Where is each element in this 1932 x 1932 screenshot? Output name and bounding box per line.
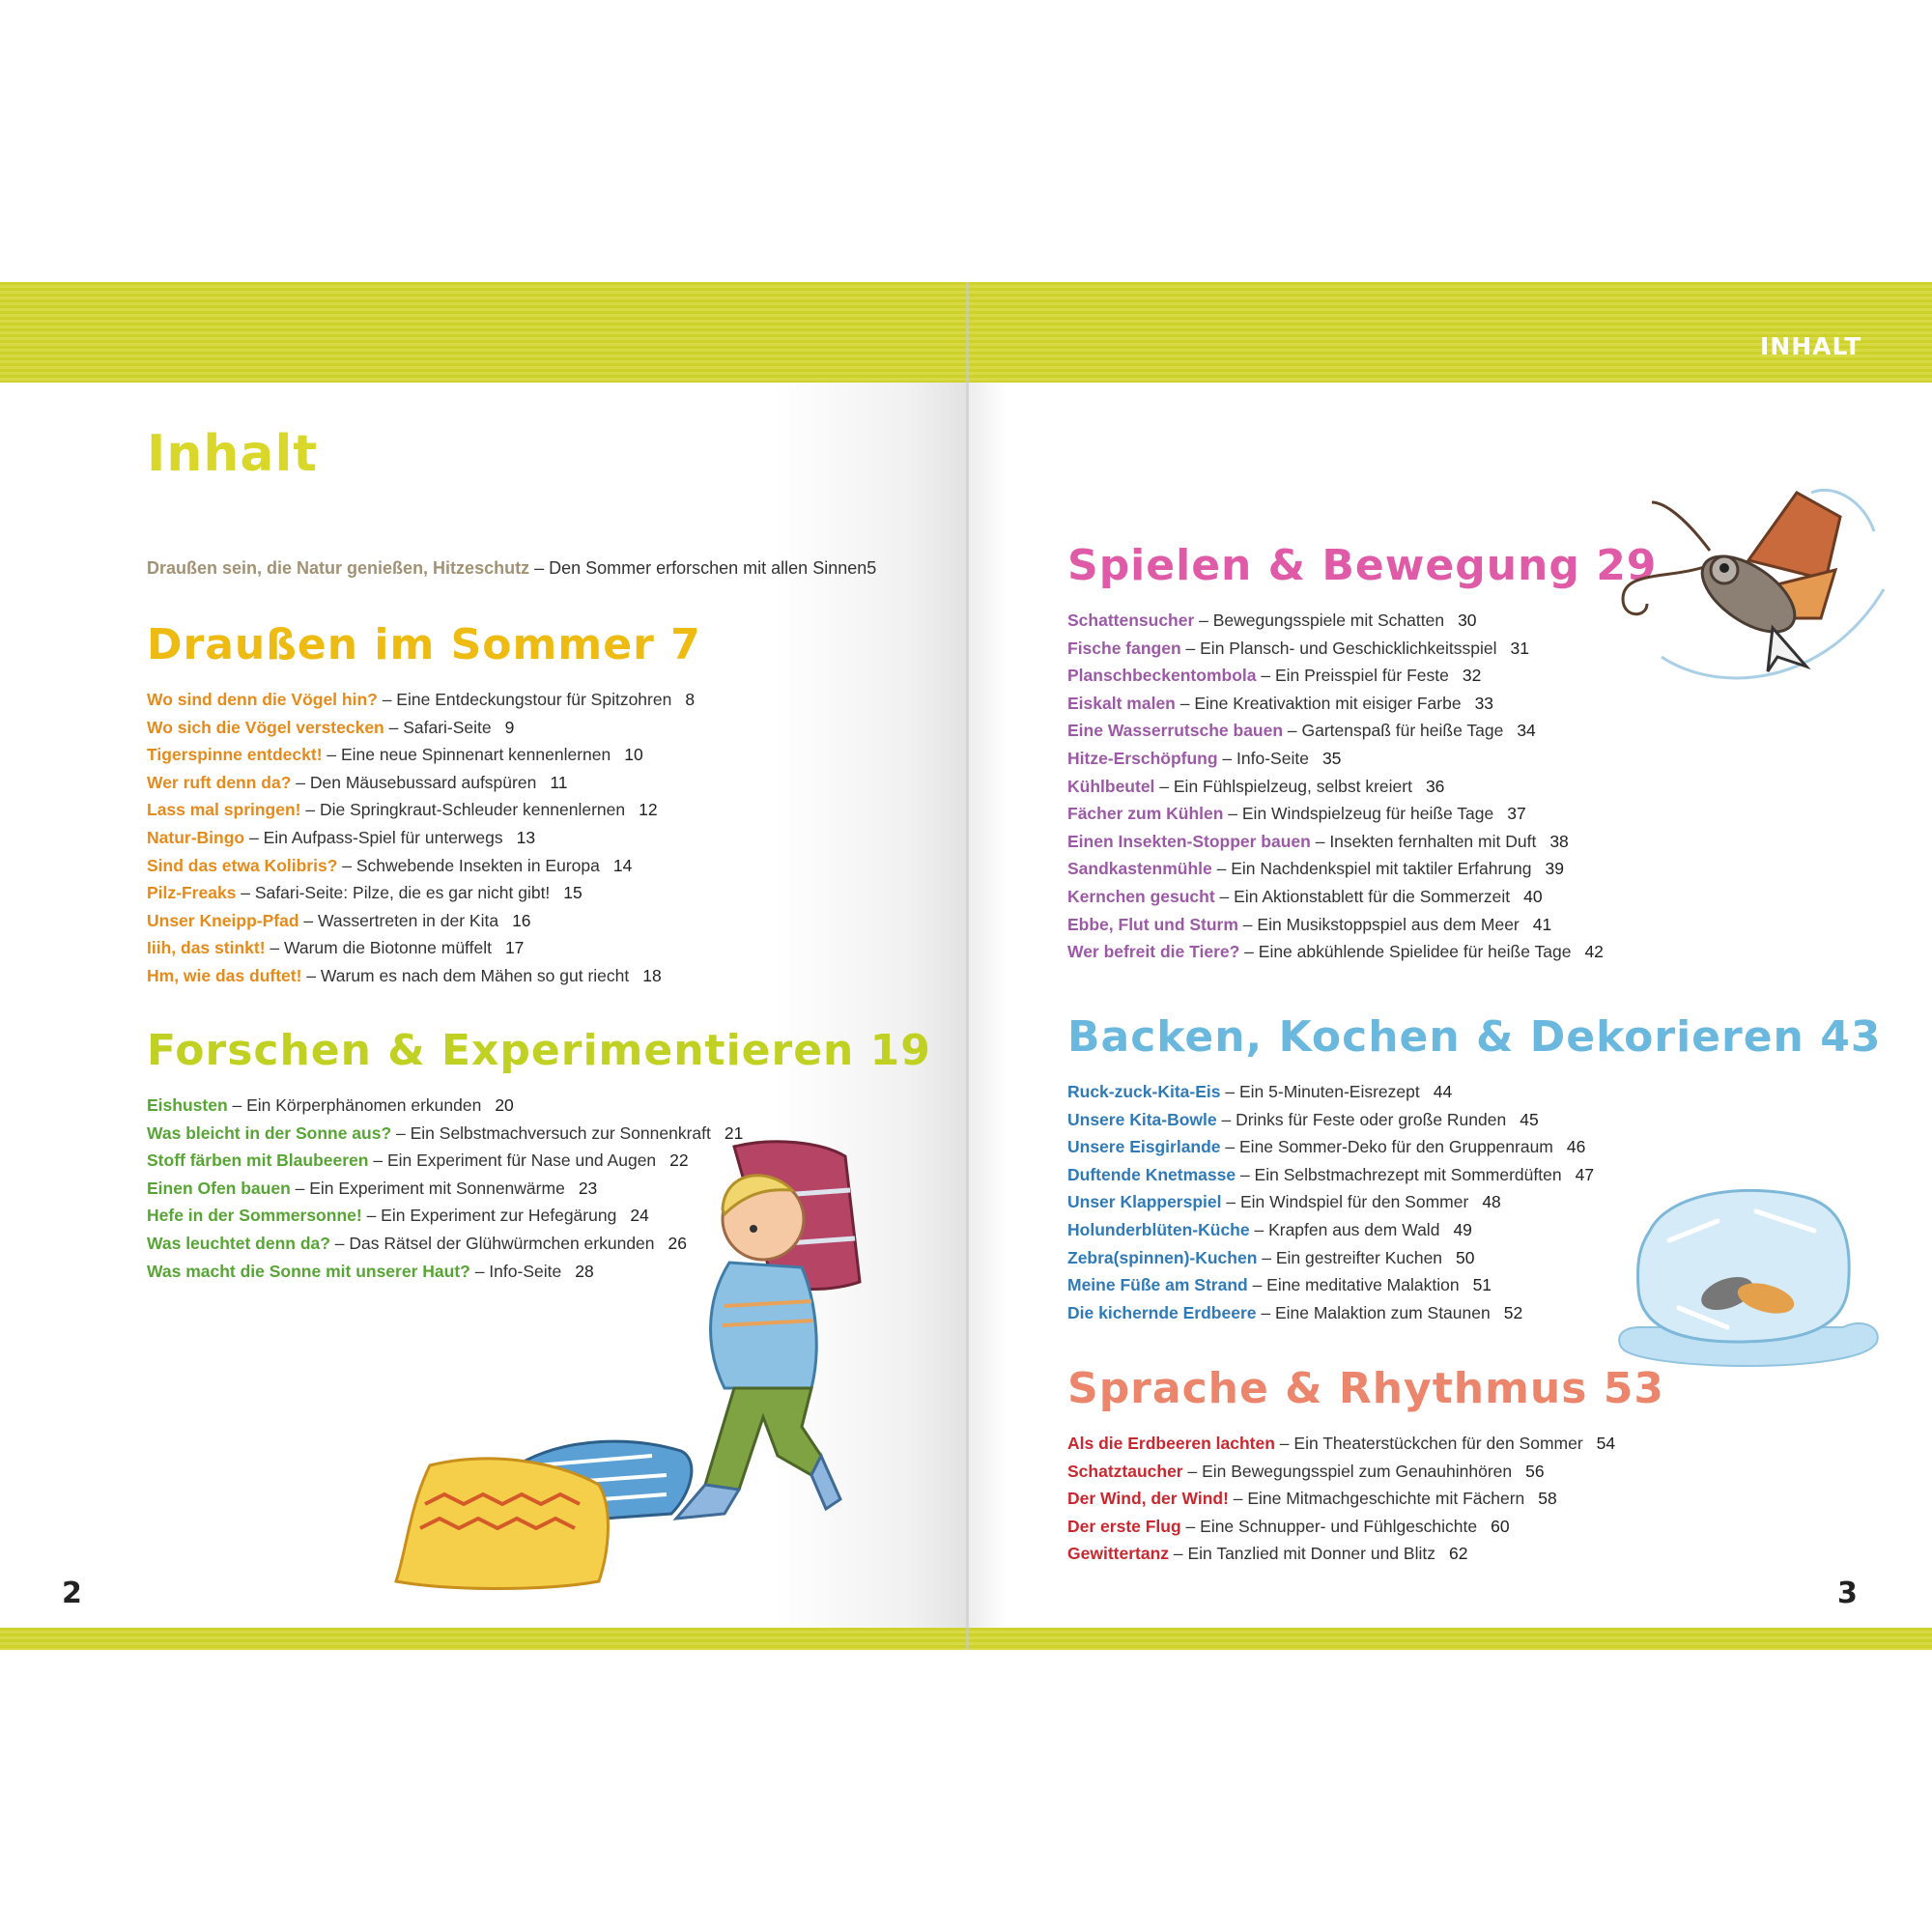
toc-entry[interactable] [1067,1513,1664,1541]
toc-entry-desc: – Ein Aktionstablett für die Sommerzeit [1214,886,1511,906]
section-entries [1067,1430,1664,1568]
section-heading: Spielen & Bewegung 29 [1067,541,1658,590]
book-spread [0,282,1932,1650]
toc-entry[interactable] [1067,1078,1881,1106]
toc-entry-desc: – Safari-Seite [384,717,492,737]
toc-entry[interactable] [147,907,701,935]
toc-entry[interactable] [1067,717,1657,745]
toc-entry-title: Gewittertanz [1067,1544,1170,1564]
toc-entry-desc: – Ein Selbstmachversuch zur Sonnenkraft [391,1122,711,1143]
toc-entry-page: 23 [578,1178,598,1198]
toc-entry-title: Eishusten [147,1095,228,1115]
toc-entry-title: Hm, wie das duftet! [147,965,302,985]
toc-entry-title: Lass mal springen! [147,800,301,820]
toc-entry-desc: – Ein Aufpass-Spiel für unterwegs [244,827,503,847]
intro-entry[interactable] [147,558,876,579]
toc-entry-page: 24 [630,1206,649,1226]
toc-entry-desc: – Ein Theaterstückchen für den Sommer [1274,1434,1583,1453]
toc-entry-desc: – Krapfen aus dem Wald [1249,1219,1440,1239]
intro-page: 5 [867,558,877,578]
toc-entry-page: 34 [1517,721,1536,741]
toc-entry-page: 54 [1596,1434,1616,1453]
page-number-right: 3 [1837,1577,1858,1610]
toc-entry-page: 56 [1525,1461,1545,1481]
toc-entry[interactable] [1067,1540,1664,1568]
toc-entry-page: 37 [1507,804,1526,824]
ice-block-illustration [1611,1182,1882,1376]
section-heading: Draußen im Sommer 7 [147,620,701,669]
toc-entry-page: 22 [669,1151,689,1171]
toc-entry-desc: – Eine neue Spinnenart kennenlernen [322,745,611,765]
toc-entry-page: 49 [1453,1219,1472,1239]
toc-entry[interactable] [1067,911,1657,939]
toc-entry-desc: – Info-Seite [469,1261,562,1281]
toc-entry[interactable] [1067,883,1657,911]
toc-entry-title: Sind das etwa Kolibris? [147,855,338,875]
toc-entry[interactable] [1067,1133,1881,1161]
toc-entry[interactable] [147,824,701,852]
toc-entry-title: Schatztaucher [1067,1461,1183,1481]
section-entries [147,686,701,990]
toc-entry-desc: – Bewegungsspiele mit Schatten [1194,611,1445,630]
toc-entry-desc: – Ein Musikstoppspiel aus dem Meer [1237,914,1520,934]
toc-entry-page: 33 [1474,693,1494,713]
moth-illustration [1604,473,1893,705]
toc-entry-desc: – Ein Windspielzeug für heiße Tage [1223,804,1494,824]
toc-entry-page: 28 [575,1261,594,1281]
toc-entry-title: Als die Erdbeeren lachten [1067,1434,1275,1453]
section-heading: Sprache & Rhythmus 53 [1067,1364,1664,1413]
toc-entry-title: Wo sich die Vögel verstecken [147,717,384,737]
page-number-left: 2 [62,1577,82,1610]
toc-entry-page: 51 [1472,1275,1492,1295]
toc-entry-title: Der Wind, der Wind! [1067,1489,1229,1509]
toc-entry-title: Sandkastenmühle [1067,859,1212,879]
toc-entry-page: 14 [612,855,633,875]
toc-entry-title: Pilz-Freaks [147,883,237,903]
page-gutter [966,282,969,1650]
toc-entry-page: 36 [1425,776,1445,796]
toc-entry-title: Meine Füße am Strand [1067,1275,1248,1295]
toc-entry-page: 20 [495,1095,514,1115]
toc-entry-title: Eiskalt malen [1067,693,1176,713]
toc-entry[interactable] [1067,690,1657,718]
toc-entry[interactable] [1067,1106,1881,1134]
toc-entry-page: 62 [1448,1544,1468,1564]
toc-entry[interactable] [147,879,701,907]
toc-entry-desc: – Ein Experiment mit Sonnenwärme [290,1178,565,1198]
toc-entry-title: Ruck-zuck-Kita-Eis [1067,1082,1221,1101]
toc-entry-page: 42 [1584,942,1604,962]
toc-entry-title: Iiih, das stinkt! [147,938,266,958]
toc-entry-desc: – Ein Fühlspielzeug, selbst kreiert [1154,776,1412,796]
toc-entry[interactable] [147,852,701,880]
toc-entry-page: 46 [1566,1137,1586,1157]
toc-entry-title: Stoff färben mit Blaubeeren [147,1151,369,1171]
toc-entry-desc: – Ein 5-Minuten-Eisrezept [1220,1082,1420,1101]
toc-entry[interactable] [147,962,701,990]
toc-entry-page: 45 [1520,1109,1539,1129]
toc-entry[interactable] [1067,635,1657,663]
toc-entry-page: 9 [504,717,515,737]
toc-entry[interactable] [1067,1485,1664,1513]
running-header: INHALT [1760,332,1862,360]
toc-entry-desc: – Das Rätsel der Glühwürmchen erkunden [329,1233,655,1253]
intro-title: Draußen sein, die Natur genießen, Hitzeschutz [147,558,530,578]
toc-entry[interactable] [147,796,701,824]
toc-entry-page: 21 [724,1122,744,1143]
toc-entry-page: 35 [1321,748,1342,768]
toc-entry-page: 50 [1456,1247,1475,1267]
toc-entry-title: Duftende Knetmasse [1067,1164,1236,1184]
toc-entry[interactable] [147,934,701,962]
child-illustration [667,1137,898,1543]
section-draussen [147,616,701,990]
toc-entry-page: 30 [1458,611,1477,630]
toc-entry-desc: – Ein Tanzlied mit Donner und Blitz [1169,1544,1435,1564]
toc-entry-title: Kühlbeutel [1067,776,1155,796]
toc-entry[interactable] [1067,800,1657,828]
toc-entry-desc: – Eine meditative Malaktion [1247,1275,1460,1295]
toc-entry-desc: – Ein Bewegungsspiel zum Genauhinhören [1182,1461,1513,1481]
toc-entry-desc: – Schwebende Insekten in Europa [337,855,600,875]
toc-entry-desc: – Eine Entdeckungstour für Spitzohren [377,690,672,709]
toc-entry-page: 52 [1503,1302,1523,1322]
toc-entry-title: Ebbe, Flut und Sturm [1067,914,1238,934]
section-heading: Forschen & Experimentieren 19 [147,1026,931,1075]
toc-entry-page: 17 [504,938,525,958]
toc-entry-title: Wo sind denn die Vögel hin? [147,690,378,709]
toc-entry-page: 16 [512,910,531,930]
toc-entry-desc: – Info-Seite [1217,748,1309,768]
toc-entry[interactable] [147,1092,931,1120]
toc-entry-desc: – Eine Mitmachgeschichte mit Fächern [1228,1489,1525,1509]
toc-entry[interactable] [1067,1430,1664,1458]
toc-entry-title: Holunderblüten-Küche [1067,1219,1250,1239]
toc-entry-desc: – Safari-Seite: Pilze, die es gar nicht gibt! [236,883,551,903]
toc-entry-desc: – Ein Plansch- und Geschicklichkeitsspiel [1180,638,1497,658]
toc-entry-desc: – Ein Experiment für Nase und Augen [368,1151,657,1171]
toc-entry-title: Schattensucher [1067,611,1195,630]
toc-entry-title: Unsere Kita-Bowle [1067,1109,1217,1129]
toc-entry-title: Was leuchtet denn da? [147,1233,330,1253]
toc-entry-desc: – Eine Schnupper- und Fühlgeschichte [1180,1516,1478,1536]
toc-entry-page: 47 [1575,1164,1595,1184]
toc-entry-page: 10 [624,745,643,765]
toc-entry-desc: – Warum es nach dem Mähen so gut riecht [301,965,630,985]
toc-entry-title: Einen Insekten-Stopper bauen [1067,831,1311,851]
toc-entry-page: 8 [685,690,696,709]
toc-entry-title: Unsere Eisgirlande [1067,1137,1221,1157]
toc-entry-title: Fische fangen [1067,638,1181,658]
toc-entry-page: 41 [1532,914,1552,934]
toc-entry-page: 13 [516,827,536,847]
toc-entry-title: Hefe in der Sommersonne! [147,1206,362,1226]
section-spielen [1067,537,1657,966]
toc-entry-title: Natur-Bingo [147,827,245,847]
toc-entry-page: 11 [550,772,568,792]
toc-entry-desc: – Wassertreten in der Kita [298,910,499,930]
toc-entry-title: Unser Kneipp-Pfad [147,910,299,930]
toc-entry-page: 12 [639,800,658,820]
intro-desc: – Den Sommer erforschen mit allen Sinnen [529,558,867,578]
toc-entry[interactable] [1067,662,1657,690]
toc-entry-desc: – Eine abkühlende Spielidee für heiße Tage [1239,942,1572,962]
toc-entry-page: 32 [1462,666,1482,686]
toc-entry[interactable] [147,686,701,714]
toc-entry-page: 58 [1538,1489,1557,1509]
toc-entry-desc: – Ein gestreifter Kuchen [1257,1247,1443,1267]
toc-entry-desc: – Drinks für Feste oder große Runden [1216,1109,1507,1129]
toc-entry-desc: – Ein Experiment zur Hefegärung [361,1206,617,1226]
toc-entry-title: Was bleicht in der Sonne aus? [147,1122,392,1143]
toc-entry-desc: – Den Mäusebussard aufspüren [291,772,537,792]
toc-entry[interactable] [1067,828,1657,856]
toc-entry-page: 38 [1549,831,1569,851]
toc-entry-page: 48 [1482,1192,1501,1212]
toc-entry-desc: – Die Springkraut-Schleuder kennenlernen [300,800,626,820]
toc-entry-page: 31 [1510,638,1529,658]
toc-entry-desc: – Insekten fernhalten mit Duft [1310,831,1537,851]
toc-entry-title: Hitze-Erschöpfung [1067,748,1218,768]
toc-entry-title: Kernchen gesucht [1067,886,1215,906]
toc-entry-desc: – Ein Windspiel für den Sommer [1221,1192,1469,1212]
toc-entry-title: Tigerspinne entdeckt! [147,745,323,765]
toc-entry[interactable] [1067,745,1657,773]
toc-entry-page: 18 [642,965,662,985]
toc-entry-title: Unser Klapperspiel [1067,1192,1222,1212]
section-sprache [1067,1360,1664,1568]
toc-entry-desc: – Eine Sommer-Deko für den Gruppenraum [1220,1137,1553,1157]
toc-entry-desc: – Gartenspaß für heiße Tage [1283,721,1504,741]
toc-entry-page: 15 [563,883,582,903]
toc-entry-title: Die kichernde Erdbeere [1067,1302,1257,1322]
toc-entry-title: Wer ruft denn da? [147,772,292,792]
toc-entry-page: 40 [1523,886,1543,906]
toc-entry-title: Fächer zum Kühlen [1067,804,1224,824]
toc-entry[interactable] [1067,773,1657,801]
toc-entry-title: Planschbeckentombola [1067,666,1257,686]
toc-entry[interactable] [1067,607,1657,635]
toc-entry-title: Wer befreit die Tiere? [1067,942,1240,962]
toc-entry-desc: – Warum die Biotonne müffelt [265,938,492,958]
toc-entry[interactable] [147,714,701,742]
toc-entry-desc: – Ein Nachdenkspiel mit taktiler Erfahrung [1211,859,1532,879]
toc-entry-page: 44 [1433,1082,1453,1101]
toc-entry-page: 26 [668,1233,687,1253]
toc-entry-desc: – Ein Preisspiel für Feste [1256,666,1449,686]
toc-entry[interactable] [1067,1458,1664,1486]
toc-entry-title: Was macht die Sonne mit unserer Haut? [147,1261,470,1281]
toc-entry[interactable] [1067,855,1657,883]
toc-entry[interactable] [147,741,701,769]
toc-entry-desc: – Eine Kreativaktion mit eisiger Farbe [1175,693,1462,713]
toc-entry[interactable] [1067,938,1657,966]
toc-entry-page: 60 [1491,1516,1510,1536]
page-title: Inhalt [147,425,319,483]
toc-entry-desc: – Eine Malaktion zum Staunen [1256,1302,1491,1322]
toc-entry-desc: – Ein Körperphänomen erkunden [227,1095,482,1115]
toc-entry-title: Zebra(spinnen)-Kuchen [1067,1247,1258,1267]
toc-entry-title: Einen Ofen bauen [147,1178,291,1198]
section-heading: Backen, Kochen & Dekorieren 43 [1067,1012,1882,1062]
toc-entry-page: 39 [1545,859,1564,879]
section-entries [1067,607,1657,966]
toc-entry-title: Eine Wasserrutsche bauen [1067,721,1284,741]
toc-entry[interactable] [147,769,701,797]
toc-entry-title: Der erste Flug [1067,1516,1181,1536]
toc-entry-desc: – Ein Selbstmachrezept mit Sommerdüften [1236,1164,1562,1184]
